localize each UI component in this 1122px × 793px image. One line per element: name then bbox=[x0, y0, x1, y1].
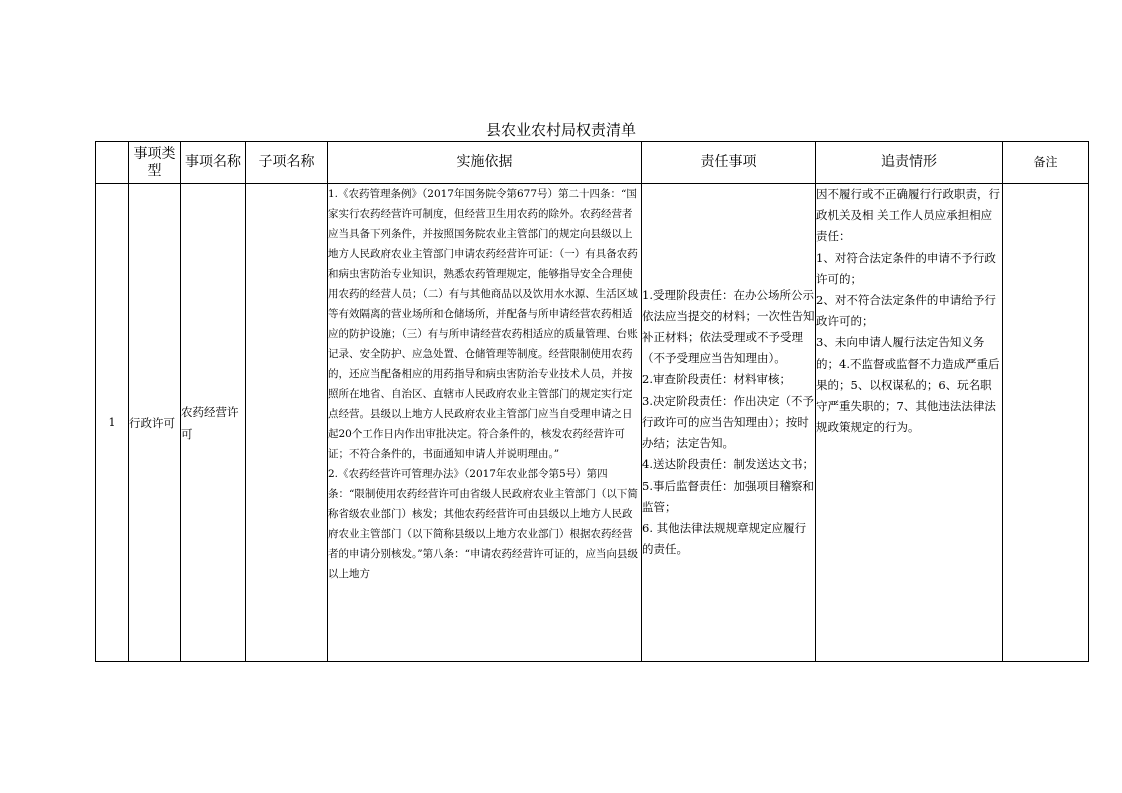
header-responsibility: 责任事项 bbox=[642, 142, 816, 184]
liability-item: 1、对符合法定条件的申请不予行政许可的； bbox=[816, 250, 996, 286]
legal-basis-paragraph: 1.《农药管理条例》（2017年国务院令第677号）第二十四条：“国家实行农药经营许可制度，但经营卫生用农药的除外。农药经营者应当具备下列条件，并按照国务院农业主管部门的规定向县级以上地方人民政府农业主管部门申请农药经营许可证：（一）有具备农药和病虫害防治专业知识，熟悉农药管理规定，能够指导安全合理使用农药的经营人员；（二）有与其他商品以及饮用水水源、生活区域等有效隔离的营业场所和仓储场所，并配备与所申请经营农药相适应的防护设施；（三）有与所申请经营农药相适应的质量管理、台账记录、安全防护、应急处置、仓储管理等制度。经营限制使用农药的，还应当配备相应的用药指导和病虫害防治专业技术人员，并按照所在地省、自治区、直辖市人民政府农业主管部门的规定实行定点经营。县级以上地方人民政府农业主管部门应当自受理申请之日起20个工作日内作出审批决定。符合条件的，核发农药经营许可证；不符合条件的，书面通知申请人并说明理由。” bbox=[328, 188, 638, 460]
notes-cell bbox=[1003, 184, 1089, 662]
legal-basis-cell bbox=[328, 184, 642, 662]
item-type: 行政许可 bbox=[129, 184, 181, 662]
responsibility-item: 1.受理阶段责任：在办公场所公示依法应当提交的材料；一次性告知补正材料；依法受理或不予受理（不予受理应当告知理由）。 bbox=[642, 287, 815, 366]
responsibility-item: 2.审查阶段责任：材料审核； bbox=[642, 372, 791, 387]
header-notes: 备注 bbox=[1003, 142, 1089, 184]
table-row bbox=[96, 184, 1089, 662]
header-liability: 追责情形 bbox=[816, 142, 1003, 184]
responsibility-item: 6. 其他法律法规规章规定应履行的责任。 bbox=[642, 520, 807, 557]
header-item-name: 事项名称 bbox=[181, 142, 246, 184]
liability-item: 2、对不符合法定条件的申请给予行政许可的； bbox=[816, 293, 996, 329]
responsibility-item: 4.送达阶段责任：制发送达文书； bbox=[642, 457, 814, 472]
liability-item: 3、未向申请人履行法定告知义务的；4.不监督或监督不力造成严重后果的；5、以权谋私的；6、玩名职守严重失职的；7、其他违法法律法规政策规定的行为。 bbox=[816, 335, 1000, 435]
header-index bbox=[96, 142, 129, 184]
sub-item-name bbox=[246, 184, 328, 662]
item-name: 农药经营许可 bbox=[181, 184, 246, 662]
responsibility-item: 3.决定阶段责任：作出决定（不予行政许可的应当告知理由）；按时办结；法定告知。 bbox=[642, 393, 814, 451]
legal-basis-paragraph: 2.《农药经营许可管理办法》（2017年农业部令第5号）第四条：“限制使用农药经营许可由省级人民政府农业主管部门（以下简称省级农业部门）核发；其他农药经营许可由县级以上地方人民政府农业主管部门（以下简称县级以上地方农业部门）根据农药经营者的申请分别核发。”第八条：“申请农药经营许可证的，应当向县级以上地方 bbox=[328, 468, 638, 580]
liability-item: 因不履行或不正确履行行政职责，行政机关及相 关工作人员应承担相应责任： bbox=[816, 187, 1000, 244]
header-sub-item-name: 子项名称 bbox=[246, 142, 328, 184]
header-item-type: 事项类型 bbox=[129, 142, 181, 184]
table-header-row bbox=[96, 142, 1089, 184]
responsibility-table bbox=[95, 141, 1089, 662]
header-legal-basis: 实施依据 bbox=[328, 142, 642, 184]
liability-cell bbox=[816, 184, 1003, 662]
responsibility-cell bbox=[642, 184, 816, 662]
responsibility-item: 5.事后监督责任：加强项目稽察和监管； bbox=[642, 478, 814, 514]
row-index: 1 bbox=[96, 184, 129, 662]
page-title: 县农业农村局权责清单 bbox=[485, 121, 636, 139]
